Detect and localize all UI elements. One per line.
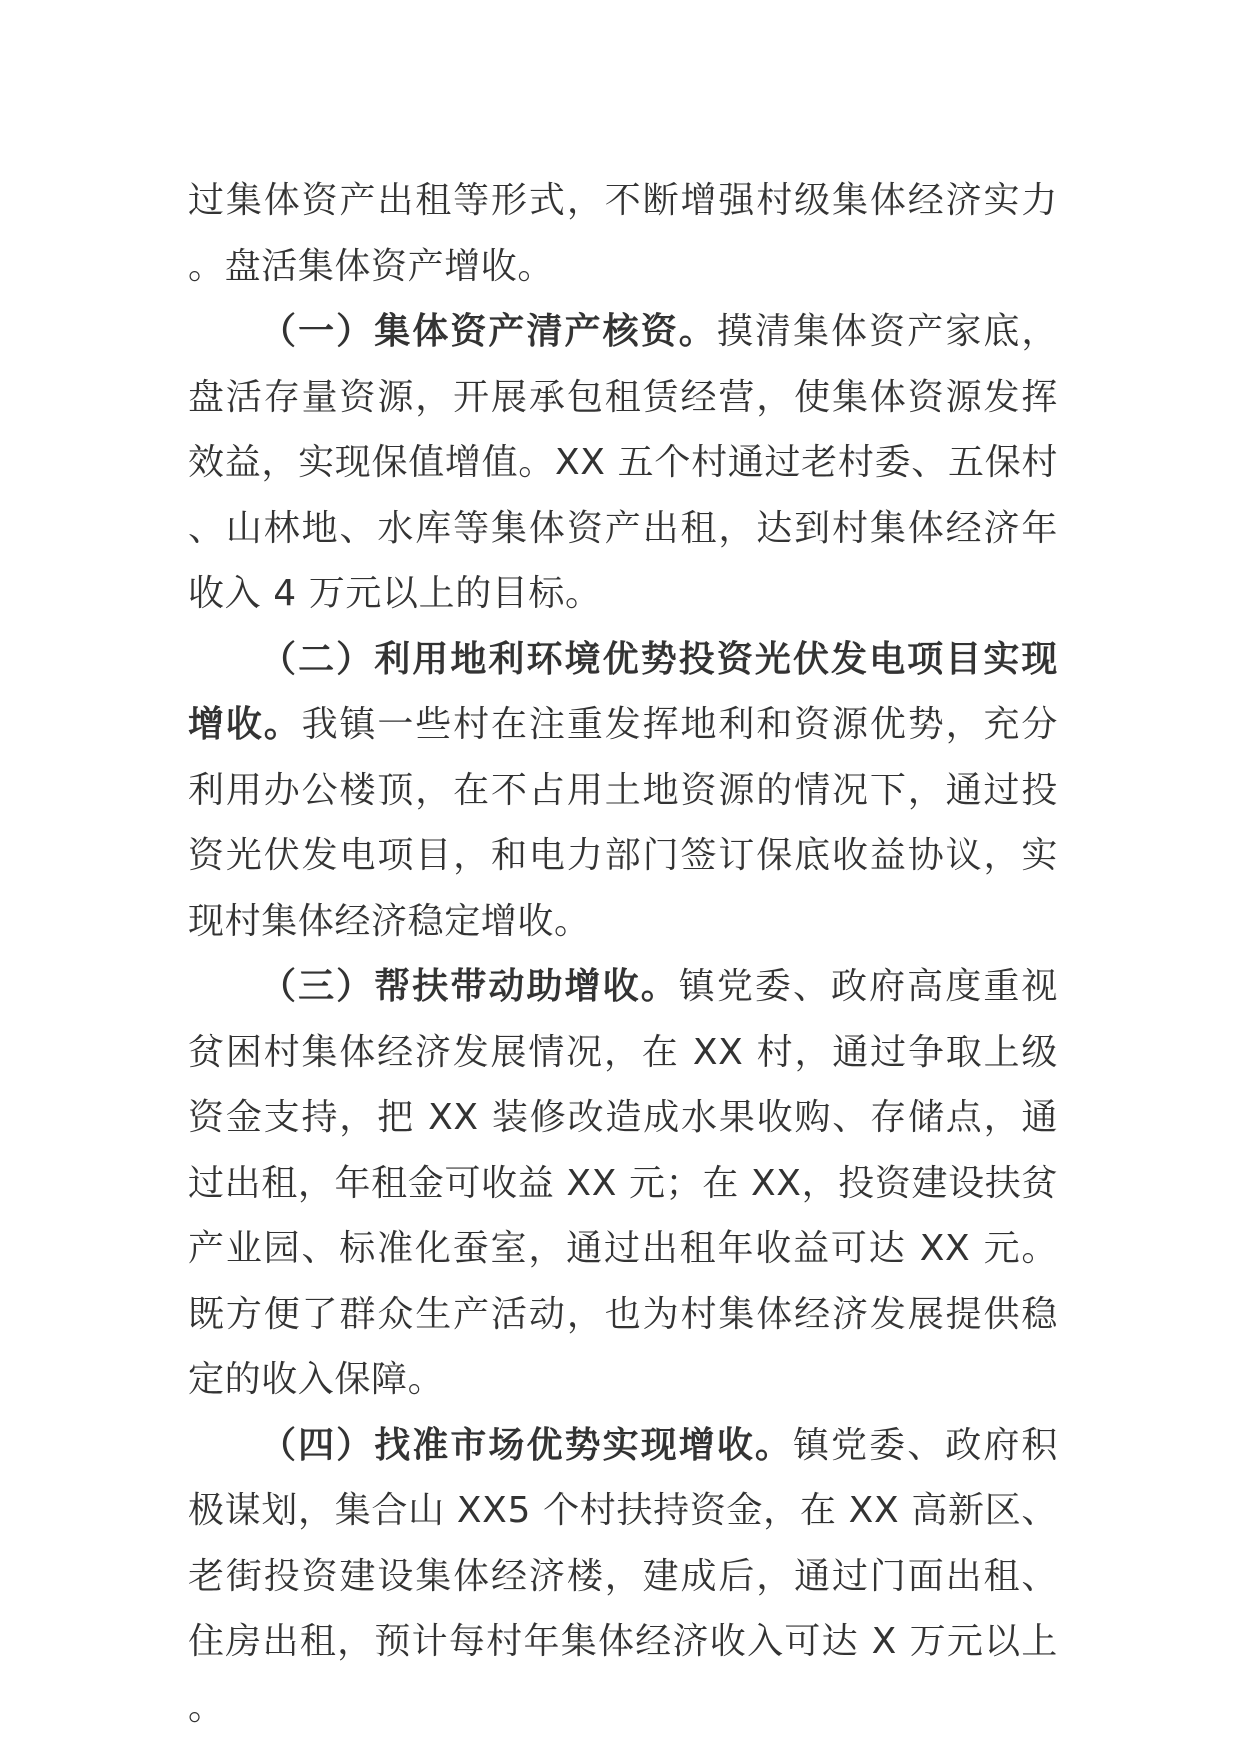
intro-paragraph: 过集体资产出租等形式，不断增强村级集体经济实力。盘活集体资产增收。 xyxy=(188,180,1058,287)
section-2-body: 我镇一些村在注重发挥地利和资源优势，充分利用办公楼顶，在不占用土地资源的情况下，通过投资光伏发电项目，和电力部门签订保底收益协议，实现村集体经济稳定增收。 xyxy=(188,704,1058,942)
section-1-body: 摸清集体资产家底，盘活存量资源，开展承包租赁经营，使集体资源发挥效益，实现保值增值。XX 五个村通过老村委、五保村、山林地、水库等集体资产出租，达到村集体经济年收入 4 万元以上的目标。 xyxy=(188,311,1059,614)
section-3-body: 镇党委、政府高度重视贫困村集体经济发展情况，在 XX 村，通过争取上级资金支持，把 XX 装修改造成水果收购、存储点，通过出租，年租金可收益 XX 元；在 XX，投资建设扶贫产业园、标准化蚕室，通过出租年收益可达 XX 元。既方便了群众生产活动，也为村集体经济发展提供稳定的收入保障。 xyxy=(188,966,1058,1400)
section-3-heading: （三）帮扶带动助增收。 xyxy=(260,966,679,1007)
document-page xyxy=(188,168,1058,1740)
section-4-heading: （四）找准市场优势实现增收。 xyxy=(260,1424,793,1466)
section-4-paragraph xyxy=(188,1413,1058,1741)
section-1-heading: （一）集体资产清产核资。 xyxy=(260,311,717,352)
section-1-paragraph xyxy=(188,299,1058,627)
section-3-paragraph xyxy=(188,954,1058,1413)
section-2-heading: （二）利用地利环境优势投资光伏发电项目实现增收。 xyxy=(188,638,1058,745)
section-2-paragraph xyxy=(188,627,1058,955)
section-4-body: 镇党委、政府积极谋划，集合山 XX5 个村扶持资金，在 XX 高新区、老街投资建设集体经济楼，建成后，通过门面出租、住房出租，预计每村年集体经济收入可达 X 万元以上。 xyxy=(188,1424,1059,1728)
